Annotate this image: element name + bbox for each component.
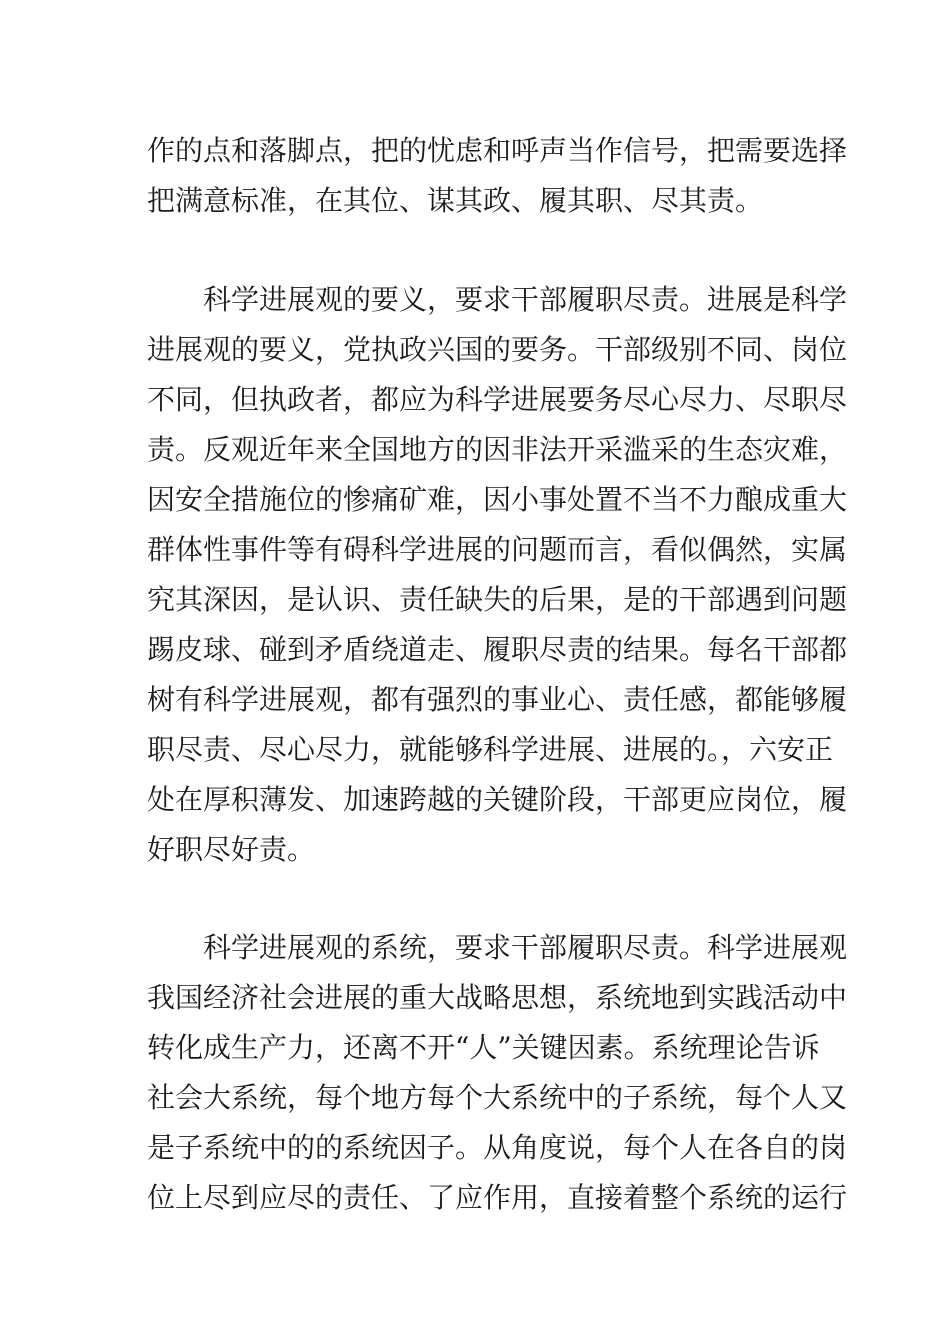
- paragraph-line: 踢皮球、碰到矛盾绕道走、履职尽责的结果。每名干部都: [147, 633, 848, 666]
- paragraph-line: 是子系统中的的系统因子。从角度说，每个人在各自的岗: [147, 1131, 848, 1164]
- paragraph-line: 位上尽到应尽的责任、了应作用，直接着整个系统的运行: [147, 1181, 848, 1214]
- paragraph-line: 树有科学进展观，都有强烈的事业心、责任感，都能够履: [147, 683, 848, 716]
- paragraph-line: 转化成生产力，还离不开“人”关键因素。系统理论告诉: [147, 1031, 820, 1064]
- paragraph-line: 科学进展观的系统，要求干部履职尽责。科学进展观: [203, 931, 848, 964]
- paragraph-2: [147, 275, 848, 875]
- paragraph-line: 进展观的要义，党执政兴国的要务。干部级别不同、岗位: [147, 333, 848, 366]
- paragraph-line: 好职尽好责。: [147, 833, 316, 866]
- paragraph-line: 群体性事件等有碍科学进展的问题而言，看似偶然，实属: [147, 533, 848, 566]
- paragraph-line: 责。反观近年来全国地方的因非法开采滥采的生态灾难，: [147, 433, 848, 466]
- paragraph-line: 处在厚积薄发、加速跨越的关键阶段，干部更应岗位，履: [147, 783, 848, 816]
- paragraph-line: 作的点和落脚点，把的忧虑和呼声当作信号，把需要选择: [147, 134, 848, 167]
- paragraph-line: 不同，但执政者，都应为科学进展要务尽心尽力、尽职尽: [147, 383, 848, 416]
- paragraph-line: 社会大系统，每个地方每个大系统中的子系统，每个人又: [147, 1081, 848, 1114]
- paragraph-line: 职尽责、尽心尽力，就能够科学进展、进展的。，六安正: [147, 733, 834, 766]
- paragraph-line: 因安全措施位的惨痛矿难，因小事处置不当不力酿成重大: [147, 483, 848, 516]
- paragraph-1: [147, 126, 848, 226]
- paragraph-line: 把满意标准，在其位、谋其政、履其职、尽其责。: [147, 184, 764, 217]
- paragraph-3: [147, 923, 848, 1223]
- paragraph-line: 究其深因，是认识、责任缺失的后果，是的干部遇到问题: [147, 583, 848, 616]
- paragraph-line: 我国经济社会进展的重大战略思想，系统地到实践活动中: [147, 981, 848, 1014]
- paragraph-line: 科学进展观的要义，要求干部履职尽责。进展是科学: [203, 283, 848, 316]
